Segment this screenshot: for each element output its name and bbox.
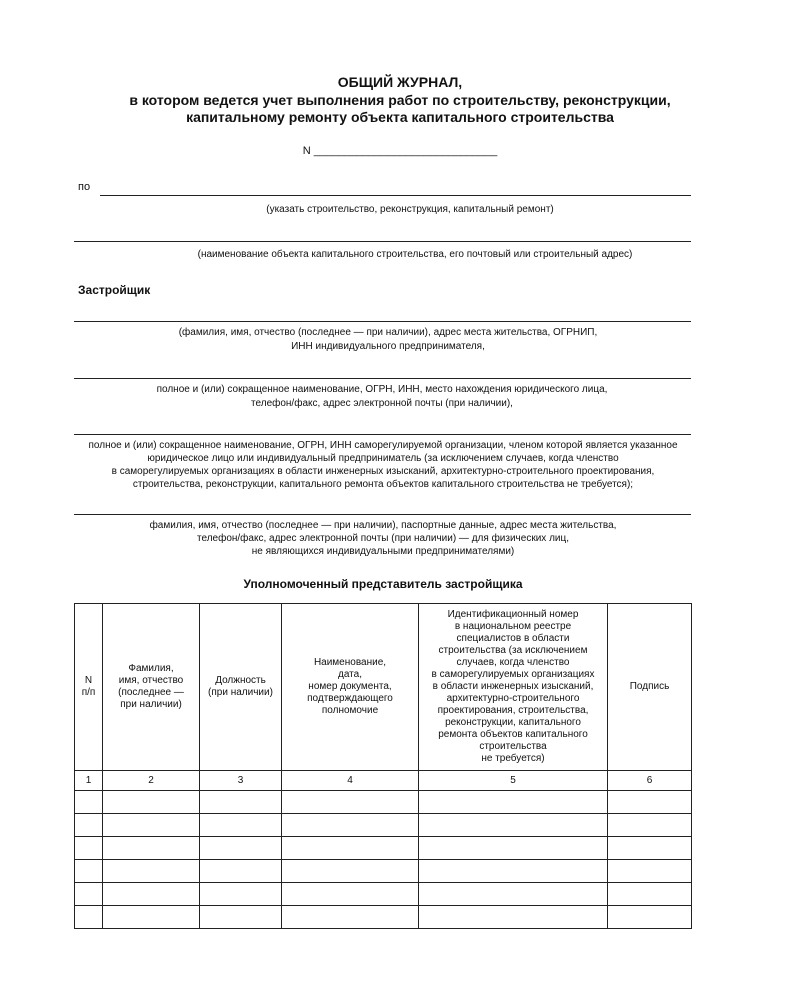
table-cell[interactable] [103,906,200,929]
title-line-2: в котором ведется учет выполнения работ по строительству, реконструкции, [129,92,671,108]
column-number: 6 [608,771,692,791]
column-header-number: N п/п [75,604,103,771]
table-row [75,883,692,906]
table-cell[interactable] [608,883,692,906]
column-number: 4 [282,771,419,791]
table-cell[interactable] [103,814,200,837]
table-cell[interactable] [282,791,419,814]
table-cell[interactable] [75,906,103,929]
table-cell[interactable] [282,883,419,906]
table-cell[interactable] [419,791,608,814]
table-cell[interactable] [419,906,608,929]
table-cell[interactable] [282,814,419,837]
developer-hint-3a: полное и (или) сокращенное наименование, ОГРН, ИНН саморегулируемой организации, членом которой является указанное [88,440,678,451]
table-cell[interactable] [419,860,608,883]
table-cell[interactable] [419,814,608,837]
developer-field-2[interactable] [74,378,691,379]
developer-field-3[interactable] [74,434,691,435]
developer-heading: Застройщик [78,283,151,297]
table-cell[interactable] [419,837,608,860]
table-row [75,906,692,929]
table-cell[interactable] [75,883,103,906]
table-cell[interactable] [103,860,200,883]
table-cell[interactable] [75,814,103,837]
column-number: 3 [200,771,282,791]
developer-field-4[interactable] [74,514,691,515]
object-field[interactable] [74,241,691,242]
table-cell[interactable] [608,837,692,860]
column-header-authority-document: Наименование, дата, номер документа, подтверждающего полномочие [282,604,419,771]
representative-heading: Уполномоченный представитель застройщика [243,577,523,591]
table-cell[interactable] [608,814,692,837]
developer-hint-3c: в саморегулируемых организациях в области инженерных изысканий, архитектурно-строительного проектирования, [111,466,655,477]
journal-number-field[interactable]: N ______________________________ [302,145,498,157]
column-header-full-name: Фамилия, имя, отчество (последнее — при наличии) [103,604,200,771]
table-cell[interactable] [103,883,200,906]
work-type-field[interactable] [100,195,691,196]
developer-hint-4b: телефон/факс, адрес электронной почты (при наличии) — для физических лиц, [197,533,569,544]
representative-table [74,603,692,929]
developer-hint-3b: юридическое лицо или индивидуальный предприниматель (за исключением случаев, когда членство [147,453,619,464]
table-cell[interactable] [282,906,419,929]
table-cell[interactable] [75,837,103,860]
column-header-signature: Подпись [608,604,692,771]
developer-hint-4a: фамилия, имя, отчество (последнее — при наличии), паспортные данные, адрес места жительства, [149,520,617,531]
table-row [75,860,692,883]
table-row [75,791,692,814]
table-cell[interactable] [103,837,200,860]
column-number: 2 [103,771,200,791]
table-cell[interactable] [75,860,103,883]
title-line-3: капитальному ремонту объекта капитального строительства [186,109,614,125]
column-number-row [75,771,692,791]
table-cell[interactable] [200,837,282,860]
developer-hint-4c: не являющихся индивидуальными предпринимателями) [251,546,515,557]
table-row [75,837,692,860]
table-cell[interactable] [200,814,282,837]
table-cell[interactable] [419,883,608,906]
object-hint: (наименование объекта капитального строительства, его почтовый или строительный адрес) [197,249,633,260]
column-header-position: Должность (при наличии) [200,604,282,771]
table-cell[interactable] [282,837,419,860]
table-cell[interactable] [200,883,282,906]
table-header-row [75,604,692,771]
table-cell[interactable] [608,860,692,883]
column-header-registry-id: Идентификационный номер в национальном реестре специалистов в области строительства (за исключением случаев, когда членство в саморегулируемых организациях в области инженерных изысканий, архитектурно-строительного проектирования, строительства, реконструкции, капитального ремонта объектов капитального строительства не требуется) [419,604,608,771]
developer-hint-1b: ИНН индивидуального предпринимателя, [291,341,485,352]
developer-hint-1a: (фамилия, имя, отчество (последнее — при наличии), адрес места жительства, ОГРНИП, [178,327,598,338]
work-type-hint: (указать строительство, реконструкция, капитальный ремонт) [266,204,554,215]
table-cell[interactable] [75,791,103,814]
work-type-prefix: по [78,181,91,193]
developer-hint-3d: строительства, реконструкции, капитального ремонта объектов капитального строительства не требуется); [132,479,634,490]
table-cell[interactable] [608,791,692,814]
table-cell[interactable] [200,906,282,929]
developer-field-1[interactable] [74,321,691,322]
developer-hint-2b: телефон/факс, адрес электронной почты (при наличии), [251,398,513,409]
title-line-1: ОБЩИЙ ЖУРНАЛ, [337,74,463,90]
table-cell[interactable] [282,860,419,883]
table-row [75,814,692,837]
developer-hint-2a: полное и (или) сокращенное наименование, ОГРН, ИНН, место нахождения юридического лица, [156,384,608,395]
table-cell[interactable] [103,791,200,814]
column-number: 5 [419,771,608,791]
table-cell[interactable] [608,906,692,929]
table-cell[interactable] [200,791,282,814]
column-number: 1 [75,771,103,791]
table-cell[interactable] [200,860,282,883]
